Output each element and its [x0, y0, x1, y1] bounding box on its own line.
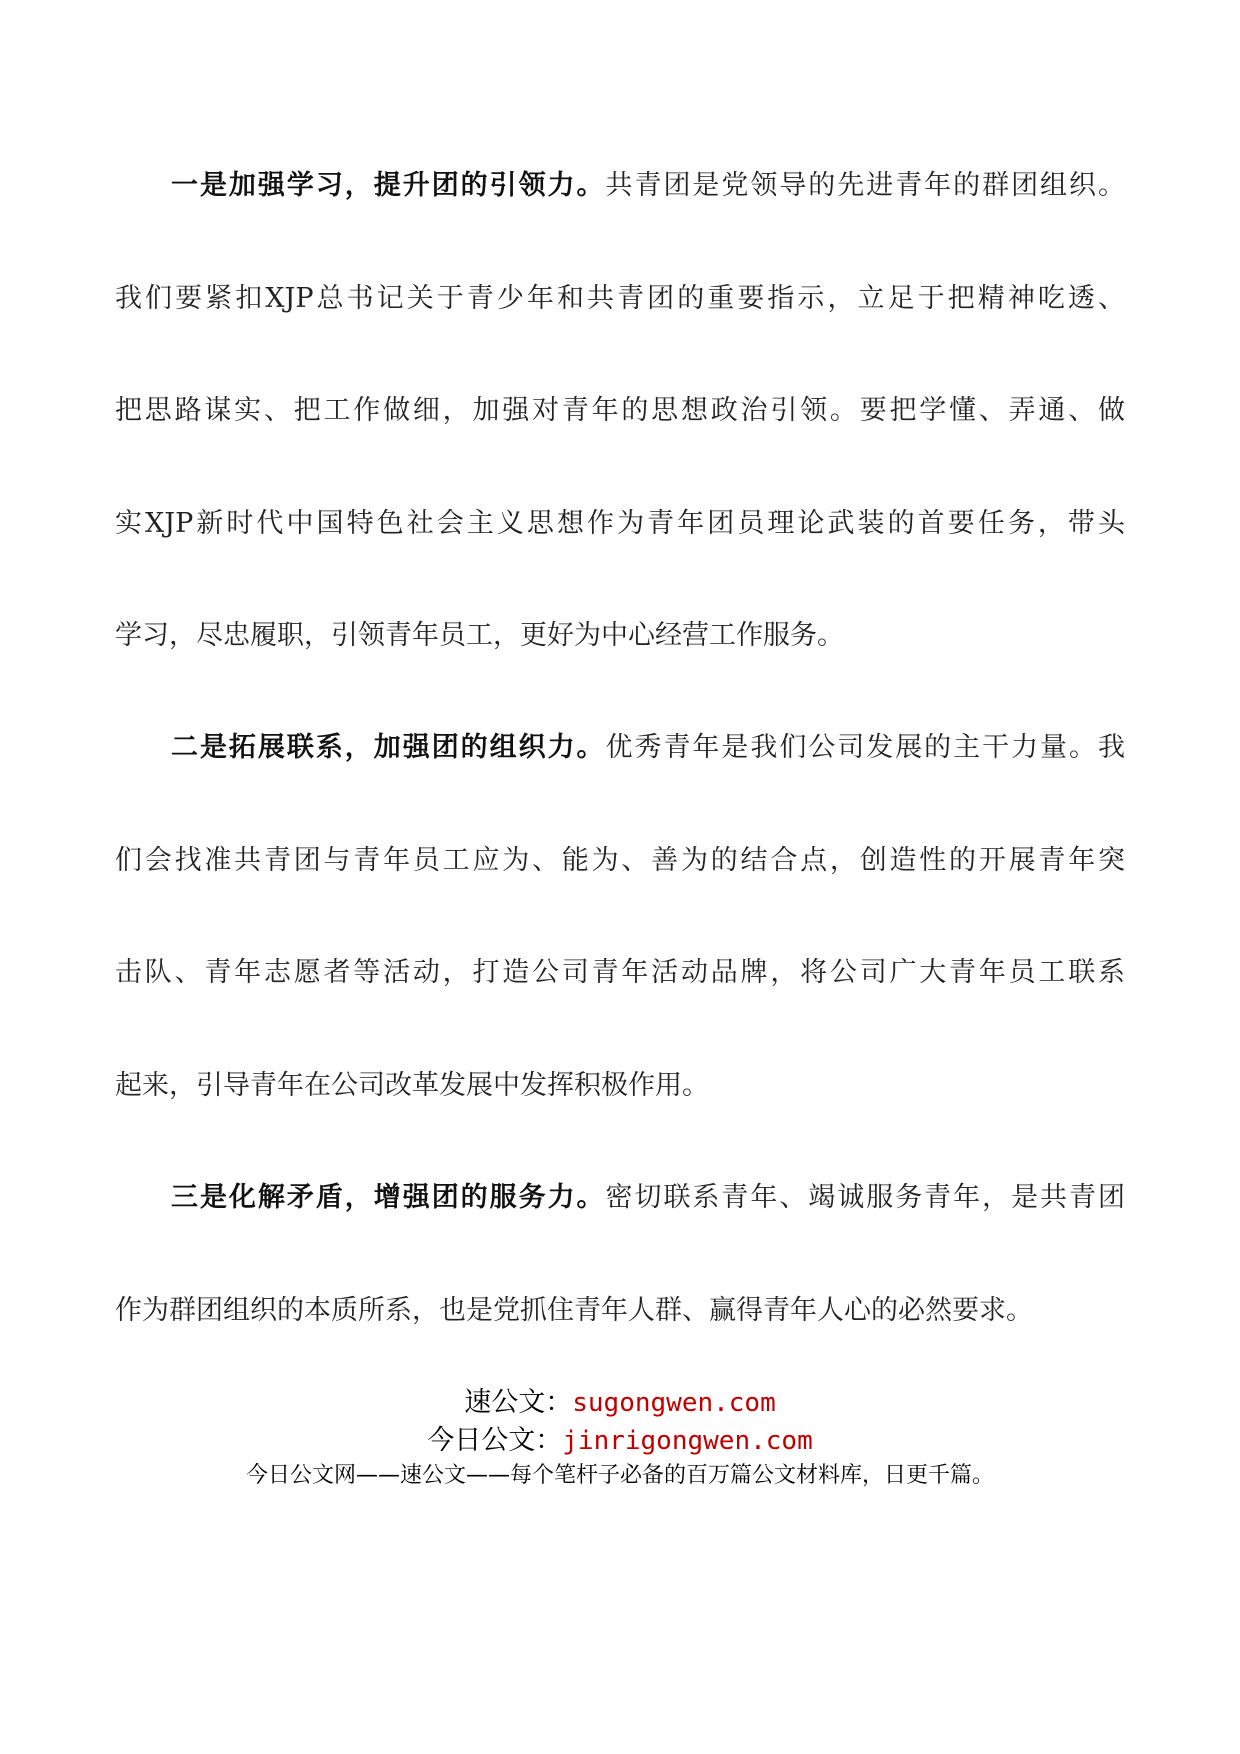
- paragraph-3-line-2: 作为群团组织的本质所系，也是党抓住青年人群、赢得青年人心的必然要求。: [115, 1295, 1033, 1326]
- paragraph-3-lead: 三是化解矛盾，增强团的服务力。: [169, 1182, 606, 1213]
- footer-sugongwen-label: 速公文：: [464, 1387, 573, 1418]
- paragraph-1-line-5: 学习，尽忠履职，引领青年员工，更好为中心经营工作服务。: [115, 620, 844, 651]
- paragraph-2-line-4: 起来，引导青年在公司改革发展中发挥积极作用。: [115, 1070, 709, 1101]
- paragraph-1-line-3: 把思路谋实、把工作做细，加强对青年的思想政治引领。要把学懂、弄通、做: [115, 395, 1125, 426]
- paragraph-1-line-1: [115, 168, 1125, 204]
- footer-jinrigongwen-link[interactable]: jinrigongwen.com: [562, 1426, 813, 1456]
- footer-sugongwen-link[interactable]: sugongwen.com: [572, 1388, 776, 1418]
- paragraph-2-line-3: 击队、青年志愿者等活动，打造公司青年活动品牌，将公司广大青年员工联系: [115, 957, 1125, 988]
- paragraph-3-line-1: [115, 1180, 1125, 1216]
- footer-sugongwen: [0, 1380, 1240, 1419]
- paragraph-2-line-2: 们会找准共青团与青年员工应为、能为、善为的结合点，创造性的开展青年突: [115, 845, 1125, 876]
- paragraph-1-line-4: 实XJP新时代中国特色社会主义思想作为青年团员理论武装的首要任务，带头: [115, 508, 1125, 539]
- paragraph-2-text: 优秀青年是我们公司发展的主干力量。我: [605, 732, 1125, 763]
- footer-slogan: 今日公文网——速公文——每个笔杆子必备的百万篇公文材料库，日更千篇。: [245, 1463, 994, 1488]
- paragraph-2-lead: 二是拓展联系，加强团的组织力。: [169, 732, 606, 763]
- paragraph-1-text: 共青团是党领导的先进青年的群团组织。: [605, 170, 1125, 201]
- paragraph-1-line-2: 我们要紧扣XJP总书记关于青少年和共青团的重要指示，立足于把精神吃透、: [115, 283, 1125, 314]
- footer-jinrigongwen-label: 今日公文：: [427, 1425, 563, 1456]
- paragraph-2-line-1: [115, 730, 1125, 766]
- paragraph-1-lead: 一是加强学习，提升团的引领力。: [169, 170, 606, 201]
- paragraph-3-text: 密切联系青年、竭诚服务青年，是共青团: [605, 1182, 1125, 1213]
- footer-jinrigongwen: [0, 1418, 1240, 1457]
